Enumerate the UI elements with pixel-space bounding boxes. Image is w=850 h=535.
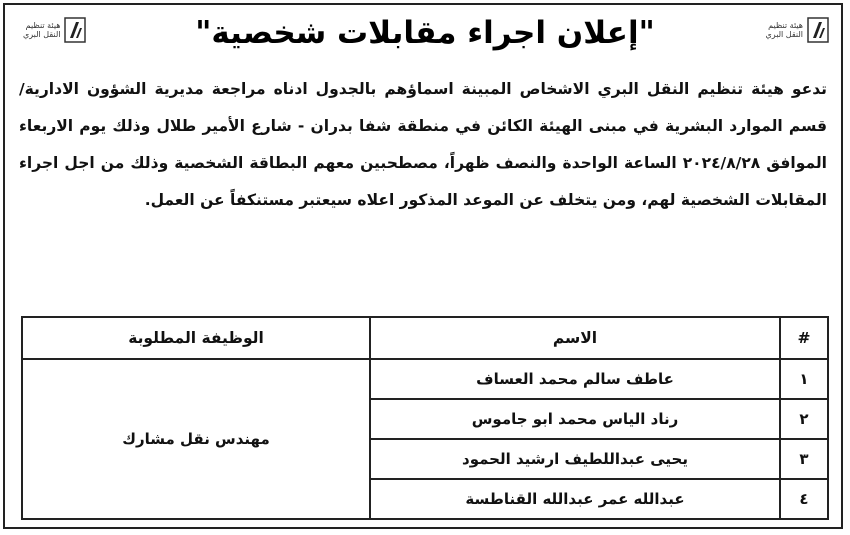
authority-logo-icon <box>64 17 86 43</box>
table-header-row <box>22 317 828 359</box>
announcement-paragraph: تدعو هيئة تنظيم النقل البري الاشخاص المبينة اسماؤهم بالجدول ادناه مراجعة مديرية الشؤون الادارية/ قسم الموارد البشرية في مبنى الهيئة الكائن في منطقة شفا بدران - شارع الأمير طلال وذلك يوم الاربعاء الموافق ٢٠٢٤/٨/٢٨ الساعة الواحدة والنصف ظهراً، مصطحبين معهم البطاقة الشخصية وذلك من اجل اجراء المقابلات الشخصية لهم، ومن يتخلف عن الموعد المذكور اعلاه سيعتبر مستنكفاً عن العمل. <box>19 80 827 209</box>
candidates-table <box>21 316 829 520</box>
authority-logo-icon <box>807 17 829 43</box>
table-row <box>22 359 828 399</box>
candidate-name: عبدالله عمر عبدالله القناطسة <box>370 479 780 519</box>
logo-right-line1: هيئة تنظيم <box>768 21 803 30</box>
candidate-name: رناد الياس محمد ابو جاموس <box>370 399 780 439</box>
logo-left-line2: النقل البري <box>23 30 61 39</box>
announcement-page <box>3 3 843 529</box>
row-number: ٤ <box>780 479 828 519</box>
logo-right-text <box>766 21 803 39</box>
logo-right <box>766 15 829 45</box>
column-header-number: # <box>780 317 828 359</box>
page-title: "إعلان اجراء مقابلات شخصية" <box>195 15 655 51</box>
row-number: ١ <box>780 359 828 399</box>
logo-left-text <box>23 21 60 39</box>
row-number: ٢ <box>780 399 828 439</box>
candidate-name: عاطف سالم محمد العساف <box>370 359 780 399</box>
column-header-job: الوظيفة المطلوبة <box>22 317 370 359</box>
column-header-name: الاسم <box>370 317 780 359</box>
header <box>5 5 841 65</box>
required-job: مهندس نقل مشارك <box>22 359 370 519</box>
logo-left-line1: هيئة تنظيم <box>25 21 61 30</box>
candidate-name: يحيى عبداللطيف ارشيد الحمود <box>370 439 780 479</box>
logo-right-line2: النقل البري <box>765 30 803 39</box>
logo-left <box>23 15 86 45</box>
row-number: ٣ <box>780 439 828 479</box>
